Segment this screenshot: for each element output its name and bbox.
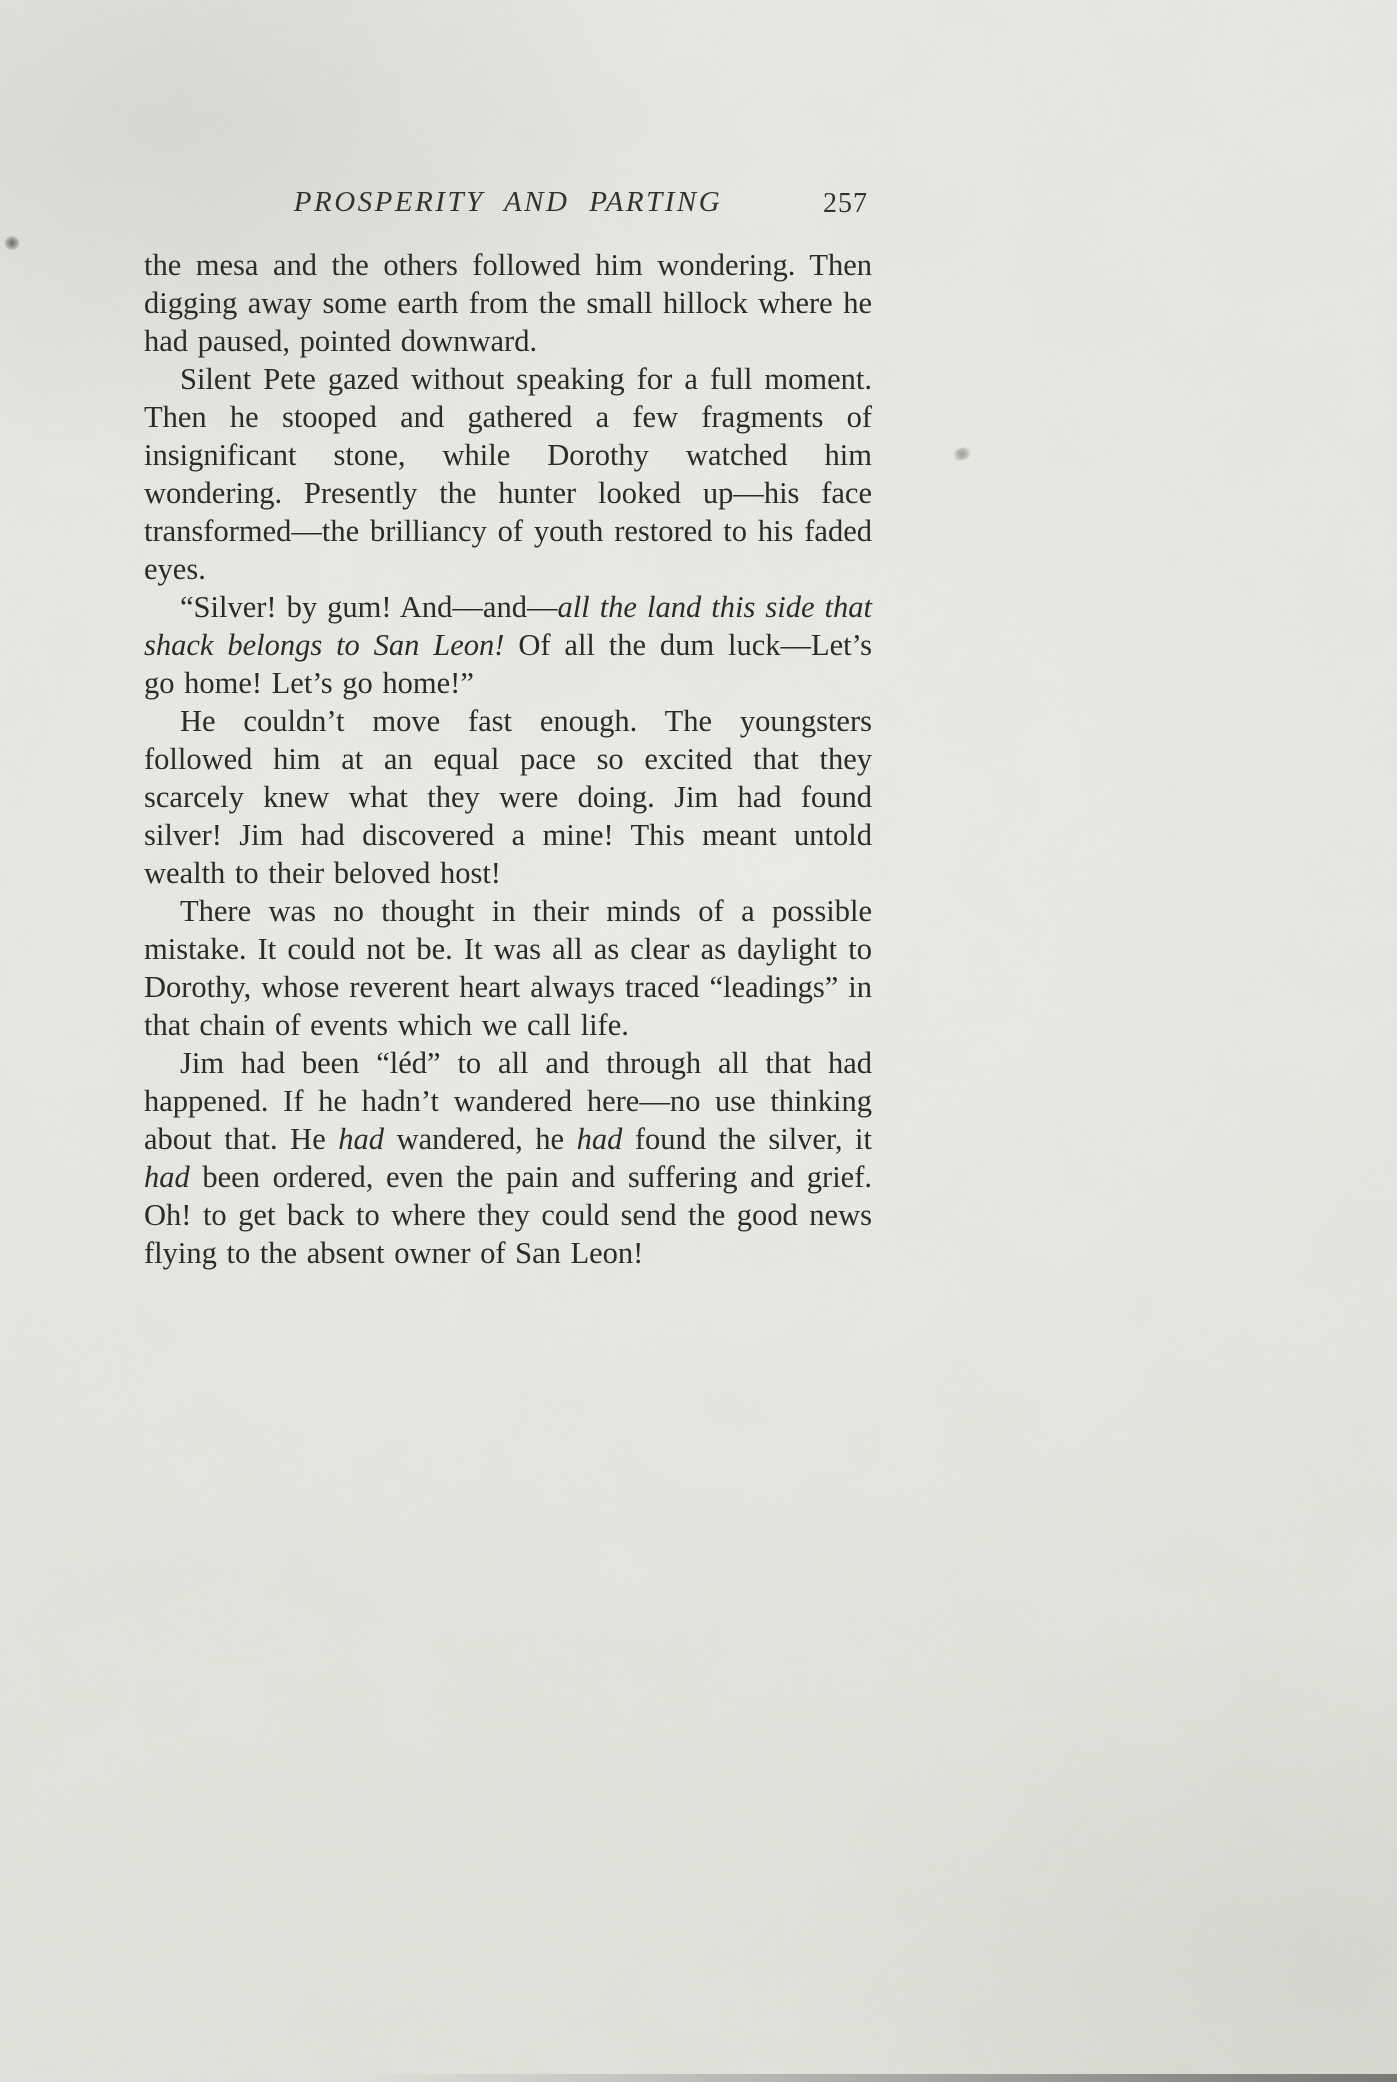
ink-speck-left-margin [4,236,20,250]
italic-text-run: had [338,1122,385,1156]
text-run: wandered, he [384,1122,577,1156]
text-run: Of all the dum luck—Let’s go home! Let’s go home!” [144,628,872,700]
page-header [144,186,872,230]
text-run: “Silver! by gum! And—and— [180,590,558,624]
text-run: found the silver, it [622,1122,872,1156]
paragraph [144,892,872,1044]
running-head-title: PROSPERITY AND PARTING [293,186,723,218]
page-number: 257 [823,188,868,219]
text-run: He couldn’t move fast enough. The youngsters followed him at an equal pace so excited that they scarcely knew what they were doing. Jim had found silver! Jim had discovered a mine! This meant untold wealth to their beloved host! [144,704,872,890]
text-run: the mesa and the others followed him wondering. Then digging away some earth from the small hillock where he had paused, pointed downward. [144,248,872,358]
italic-text-run: had [144,1160,190,1194]
text-run: Silent Pete gazed without speaking for a full moment. Then he stooped and gathered a few fragments of insignificant stone, while Dorothy watched him wondering. Presently the hunter looked up—his face transformed—the brilliancy of youth restored to his faded eyes. [144,362,872,586]
italic-text-run: all the land this side that shack belongs to San Leon! [144,590,872,662]
page-content [144,186,872,1272]
text-run: been ordered, even the pain and suffering and grief. Oh! to get back to where they could send the good news flying to the absent owner of San Leon! [144,1160,872,1270]
paragraph [144,246,872,360]
ink-speck-right-margin [951,445,974,463]
text-run: There was no thought in their minds of a possible mistake. It could not be. It was all as clear as daylight to Dorothy, whose reverent heart always traced “leadings” in that chain of events which we call life. [144,894,872,1042]
italic-text-run: had [576,1122,623,1156]
text-run: Jim had been “léd” to all and through all that had happened. If he hadn’t wandered here—no use thinking about that. He [144,1046,872,1156]
paragraph [144,702,872,892]
page-edge-shadow [0,2074,1397,2082]
page-body [144,246,872,1272]
paragraph [144,360,872,588]
paragraph [144,588,872,702]
paragraph [144,1044,872,1272]
